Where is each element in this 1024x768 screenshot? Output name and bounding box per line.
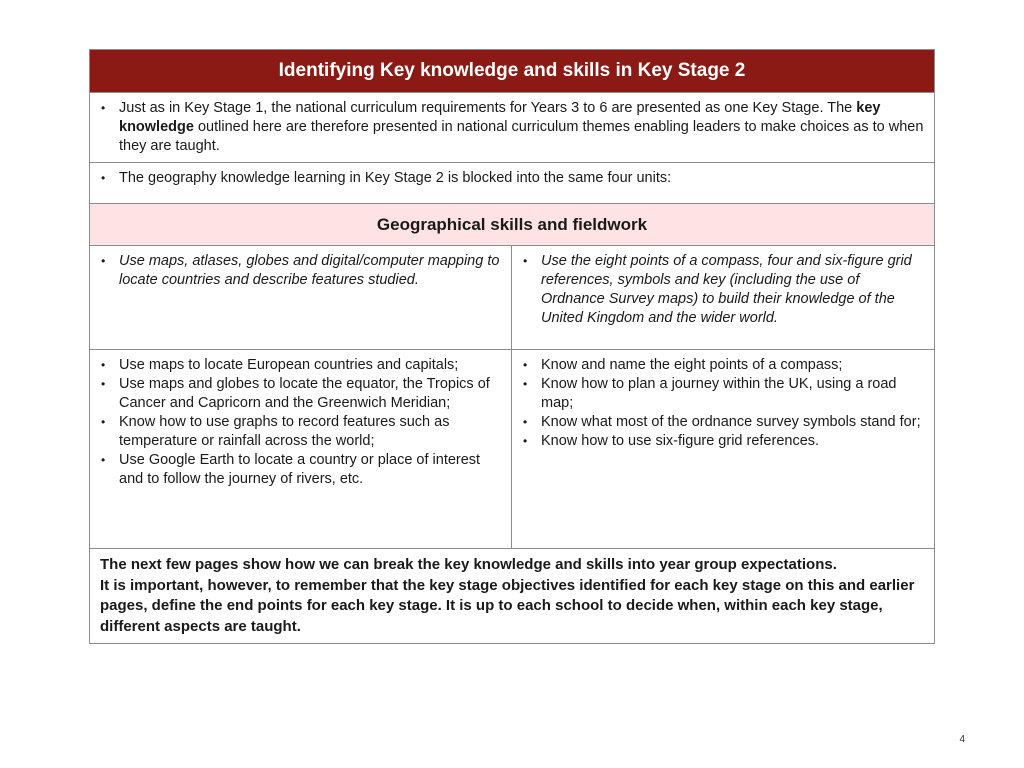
page-number: 4 [959, 734, 965, 745]
bullet-icon: • [101, 377, 106, 391]
list-item [522, 375, 924, 413]
knowledge-text: Use Google Earth to locate a country or place of interest and to follow the journey of rivers, etc. [119, 452, 481, 487]
knowledge-text: Know and name the eight points of a compass; [541, 357, 843, 373]
bullet-icon: • [101, 171, 106, 185]
units-note-text: The geography knowledge learning in Key Stage 2 is blocked into the same four units: [119, 170, 672, 186]
bullet-icon: • [523, 415, 528, 429]
knowledge-text: Know how to use graphs to record features such as temperature or rainfall across the world; [119, 414, 450, 449]
objective-right-cell [512, 246, 934, 349]
footer-note [90, 549, 934, 643]
knowledge-text: Use maps to locate European countries and capitals; [119, 357, 459, 373]
knowledge-text: Know how to use six-figure grid references. [541, 433, 820, 449]
objective-text: Use maps, atlases, globes and digital/computer mapping to locate countries and describe features studied. [119, 253, 500, 288]
intro-bold-term: key knowledge [119, 100, 881, 135]
intro-row [90, 93, 934, 163]
list-item [522, 413, 924, 432]
list-item [100, 451, 501, 489]
bullet-icon: • [101, 101, 106, 115]
knowledge-text: Use maps and globes to locate the equator, the Tropics of Cancer and Capricorn and the Greenwich Meridian; [119, 376, 490, 411]
objective-item [522, 252, 924, 328]
bullet-icon: • [101, 415, 106, 429]
objective-text: Use the eight points of a compass, four and six-figure grid references, symbols and key (including the use of Ordnance Survey maps) to build their knowledge of the United Kingdom and the wider world. [541, 253, 912, 326]
intro-paragraph [100, 99, 924, 156]
key-stage-table [89, 49, 935, 644]
list-item [100, 413, 501, 451]
page-title: Identifying Key knowledge and skills in Key Stage 2 [90, 50, 934, 93]
list-item [522, 356, 924, 375]
bullet-icon: • [523, 358, 528, 372]
objectives-row [90, 246, 934, 350]
knowledge-text: Know what most of the ordnance survey symbols stand for; [541, 414, 921, 430]
list-item [100, 375, 501, 413]
intro-text-1: Just as in Key Stage 1, the national curriculum requirements for Years 3 to 6 are presented as one Key Stage. The [119, 100, 857, 116]
bullet-icon: • [101, 358, 106, 372]
intro-text-2: outlined here are therefore presented in national curriculum themes enabling leaders to make choices as to when they are taught. [119, 119, 924, 154]
list-item [522, 432, 924, 451]
knowledge-left-cell [90, 350, 512, 548]
footer-line-2: It is important, however, to remember that the key stage objectives identified for each key stage on this and earlier pages, define the end points for each key stage. It is up to each school to decide when, within each key stage, different aspects are taught. [100, 576, 915, 635]
knowledge-row [90, 350, 934, 549]
knowledge-text: Know how to plan a journey within the UK, using a road map; [541, 376, 897, 411]
knowledge-right-cell [512, 350, 934, 548]
bullet-icon: • [101, 453, 106, 467]
units-note [100, 169, 671, 188]
section-title: Geographical skills and fieldwork [90, 204, 934, 246]
bullet-icon: • [523, 377, 528, 391]
footer-line-1: The next few pages show how we can break the key knowledge and skills into year group expectations. [100, 556, 837, 573]
objective-item [100, 252, 501, 290]
bullet-icon: • [523, 254, 528, 268]
objective-left-cell [90, 246, 512, 349]
bullet-icon: • [523, 434, 528, 448]
units-row [90, 163, 934, 204]
bullet-icon: • [101, 254, 106, 268]
list-item [100, 356, 501, 375]
